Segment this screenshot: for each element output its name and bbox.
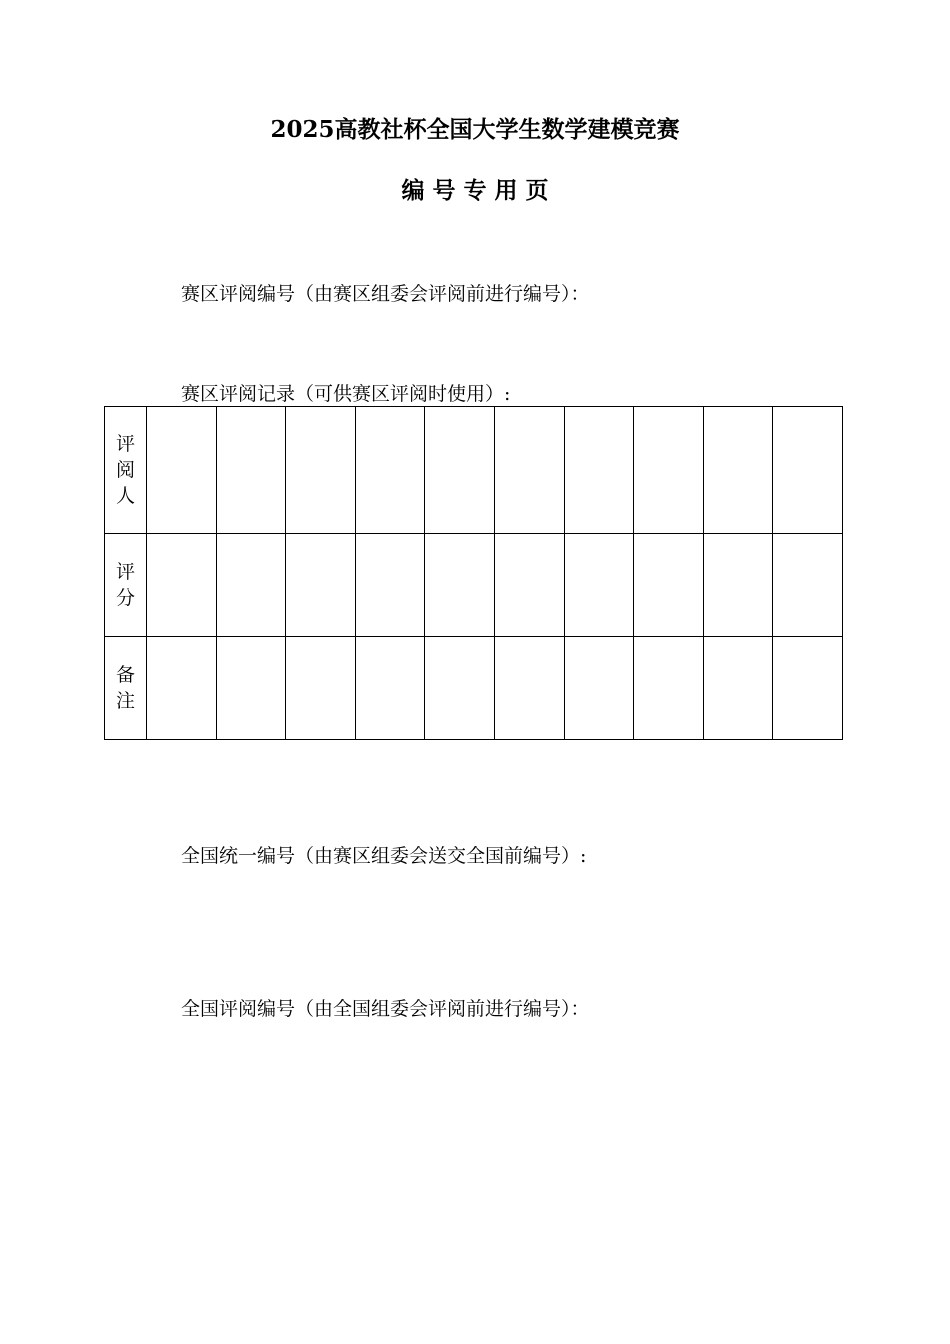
table-cell[interactable] (425, 534, 495, 637)
table-cell[interactable] (494, 407, 564, 534)
table-cell[interactable] (147, 534, 217, 637)
review-record-table (104, 406, 843, 740)
table-row-score (105, 534, 843, 637)
document-title: 2025高教社杯全国大学生数学建模竞赛 (270, 116, 680, 143)
national-review-number-label: 全国评阅编号（由全国组委会评阅前进行编号）： (181, 998, 590, 1020)
row-label-text: 评阅人 (115, 433, 135, 507)
table-cell[interactable] (494, 637, 564, 740)
table-cell[interactable] (425, 407, 495, 534)
table-cell[interactable] (286, 637, 356, 740)
national-unified-number-label: 全国统一编号（由赛区组委会送交全国前编号）: (181, 845, 587, 867)
table-cell[interactable] (634, 637, 704, 740)
table-cell[interactable] (773, 637, 843, 740)
table-cell[interactable] (216, 637, 286, 740)
table-cell[interactable] (564, 407, 634, 534)
table-cell[interactable] (355, 637, 425, 740)
row-label-text: 备注 (115, 664, 135, 712)
row-label-score (105, 534, 147, 637)
table-cell[interactable] (355, 407, 425, 534)
table-cell[interactable] (147, 407, 217, 534)
zone-review-number-label: 赛区评阅编号（由赛区组委会评阅前进行编号）： (181, 283, 590, 305)
table-cell[interactable] (773, 534, 843, 637)
table-cell[interactable] (564, 637, 634, 740)
table-cell[interactable] (216, 534, 286, 637)
table-cell[interactable] (703, 534, 773, 637)
table-cell[interactable] (703, 407, 773, 534)
table-cell[interactable] (286, 407, 356, 534)
table-cell[interactable] (216, 407, 286, 534)
table-cell[interactable] (147, 637, 217, 740)
table-cell[interactable] (634, 407, 704, 534)
table-cell[interactable] (425, 637, 495, 740)
row-label-note (105, 637, 147, 740)
document-subtitle: 编号专用页 (401, 177, 557, 204)
table-cell[interactable] (494, 534, 564, 637)
zone-review-record-label: 赛区评阅记录（可供赛区评阅时使用）: (181, 383, 511, 405)
table-cell[interactable] (773, 407, 843, 534)
table-cell[interactable] (286, 534, 356, 637)
table-cell[interactable] (634, 534, 704, 637)
table-row-note (105, 637, 843, 740)
table-row-reviewer (105, 407, 843, 534)
table-cell[interactable] (564, 534, 634, 637)
row-label-text: 评分 (115, 561, 135, 609)
table-cell[interactable] (355, 534, 425, 637)
table-cell[interactable] (703, 637, 773, 740)
row-label-reviewer (105, 407, 147, 534)
